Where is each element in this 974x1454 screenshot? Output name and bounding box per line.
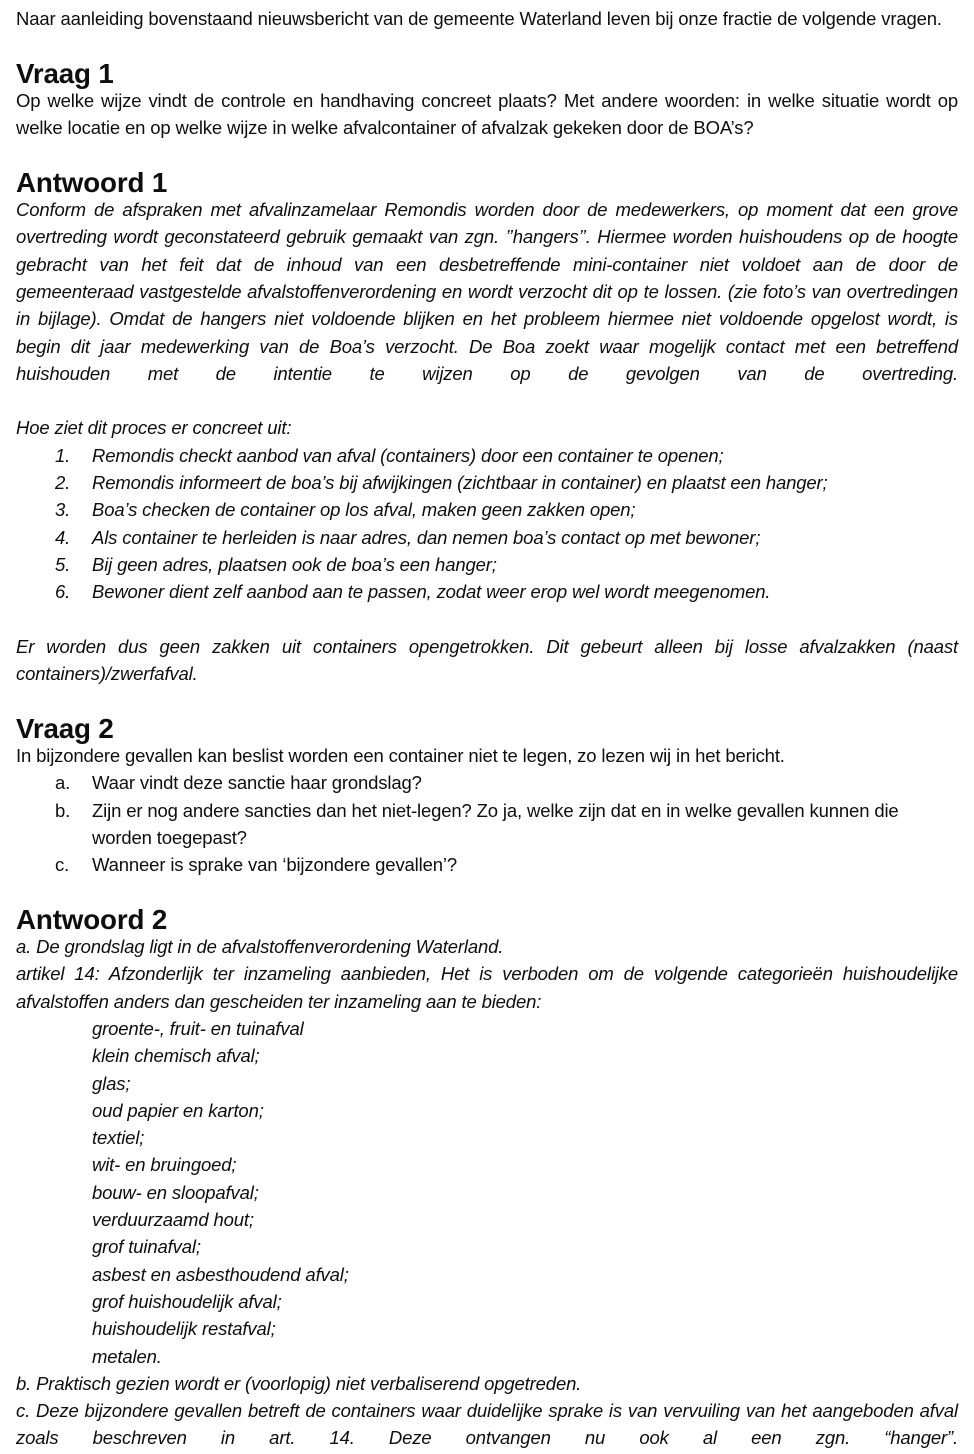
- waste-category: oud papier en karton;: [92, 1099, 264, 1121]
- process-step-text: Remondis checkt aanbod van afval (containers) door een container te openen;: [92, 444, 724, 466]
- antwoord2-artikel: artikel 14: Afzonderlijk ter inzameling aanbieden, Het is verboden om de volgende categorieën huishoudelijke afvalstoffen anders dan gescheiden ter inzameling aan te bieden:: [16, 963, 958, 1012]
- waste-category: huishoudelijk restafval;: [92, 1318, 276, 1340]
- antwoord1-heading: Antwoord 1: [16, 166, 168, 198]
- waste-category: asbest en asbesthoudend afval;: [92, 1263, 349, 1285]
- process-intro: Hoe ziet dit proces er concreet uit:: [16, 417, 292, 439]
- antwoord2-item-c: c. Deze bijzondere gevallen betreft de containers waar duidelijke sprake is van vervuiling van het aangeboden afval zoals beschreven in art. 14. Deze ontvangen nu ook al een zgn. “hanger”.: [16, 1400, 958, 1449]
- subquestion-a: [55, 769, 958, 796]
- process-step-5: [55, 551, 958, 578]
- intro-paragraph: Naar aanleiding bovenstaand nieuwsbericht van de gemeente Waterland leven bij onze fractie de volgende vragen.: [16, 8, 942, 29]
- vraag1-body: Op welke wijze vindt de controle en handhaving concreet plaats? Met andere woorden: in welke situatie wordt op welke locatie en op welke wijze in welke afvalcontainer of afvalzak gekeken door de BOA’s?: [16, 89, 958, 139]
- antwoord2-item-b: b. Praktisch gezien wordt er (voorlopig) niet verbaliserend opgetreden.: [16, 1372, 582, 1394]
- process-step-text: Boa’s checken de container op los afval, maken geen zakken open;: [92, 499, 636, 521]
- waste-category: bouw- en sloopafval;: [92, 1181, 259, 1203]
- antwoord1-note: Er worden dus geen zakken uit containers opengetrokken. Dit gebeurt alleen bij losse afvalzakken (naast containers)/zwerfafval.: [16, 635, 958, 685]
- subquestion-text: Wanneer is sprake van ‘bijzondere gevallen’?: [92, 854, 457, 876]
- waste-category: verduurzaamd hout;: [92, 1209, 254, 1231]
- process-step-1: [55, 442, 958, 469]
- waste-category: grof huishoudelijk afval;: [92, 1290, 282, 1312]
- waste-category: groente-, fruit- en tuinafval: [92, 1017, 304, 1039]
- vraag2-heading: Vraag 2: [16, 712, 114, 744]
- process-step-text: Bij geen adres, plaatsen ook de boa’s een hanger;: [92, 553, 497, 575]
- subquestion-text: Zijn er nog andere sancties dan het niet-legen? Zo ja, welke zijn dat en in welke gevallen kunnen die worden toegepast?: [92, 799, 899, 848]
- process-step-4: [55, 524, 958, 551]
- subquestion-b: [55, 797, 958, 852]
- vraag2-subquestions-list: [55, 769, 958, 878]
- waste-category: textiel;: [92, 1127, 145, 1149]
- process-step-2: [55, 469, 958, 496]
- waste-category: grof tuinafval;: [92, 1236, 201, 1258]
- antwoord1-body: Conform de afspraken met afvalinzamelaar Remondis worden door de medewerkers, op moment dat een grove overtreding wordt geconstateerd gebruik gemaakt van zgn. ’’hangers’’. Hiermee worden huishoudens op de hoogte gebracht van het feit dat de inhoud van een desbetreffende mini-container niet voldoet aan de door de gemeenteraad vastgestelde afvalstoffenverordening en wordt verzocht dit op te lossen. (zie foto’s van overtredingen in bijlage). Omdat de hangers niet voldoende blijken en het probleem hiermee niet voldoende opgelost wordt, is begin dit jaar medewerking van de Boa’s verzocht. De Boa zoekt waar mogelijk contact met een betreffend huishouden met de intentie te wijzen op de gevolgen van de overtreding.: [16, 199, 958, 384]
- antwoord2-item-a: a. De grondslag ligt in de afvalstoffenverordening Waterland.: [16, 936, 504, 958]
- vraag1-heading: Vraag 1: [16, 57, 114, 89]
- process-step-text: Als container te herleiden is naar adres, dan nemen boa’s contact op met bewoner;: [92, 526, 761, 548]
- subquestion-text: Waar vindt deze sanctie haar grondslag?: [92, 772, 422, 794]
- waste-category: metalen.: [92, 1345, 162, 1367]
- process-step-text: Bewoner dient zelf aanbod aan te passen, zodat weer erop wel wordt meegenomen.: [92, 581, 771, 603]
- waste-category: wit- en bruingoed;: [92, 1154, 237, 1176]
- process-steps-list: [55, 442, 958, 606]
- process-step-6: [55, 578, 958, 605]
- process-step-text: Remondis informeert de boa’s bij afwijkingen (zichtbaar in container) en plaatst een hanger;: [92, 472, 828, 494]
- waste-category: glas;: [92, 1072, 131, 1094]
- subquestion-c: [55, 851, 958, 878]
- waste-category: klein chemisch afval;: [92, 1045, 260, 1067]
- process-step-3: [55, 496, 958, 523]
- waste-categories-list: [92, 1015, 958, 1370]
- vraag2-body: In bijzondere gevallen kan beslist worden een container niet te legen, zo lezen wij in het bericht.: [16, 745, 785, 767]
- antwoord2-heading: Antwoord 2: [16, 903, 168, 935]
